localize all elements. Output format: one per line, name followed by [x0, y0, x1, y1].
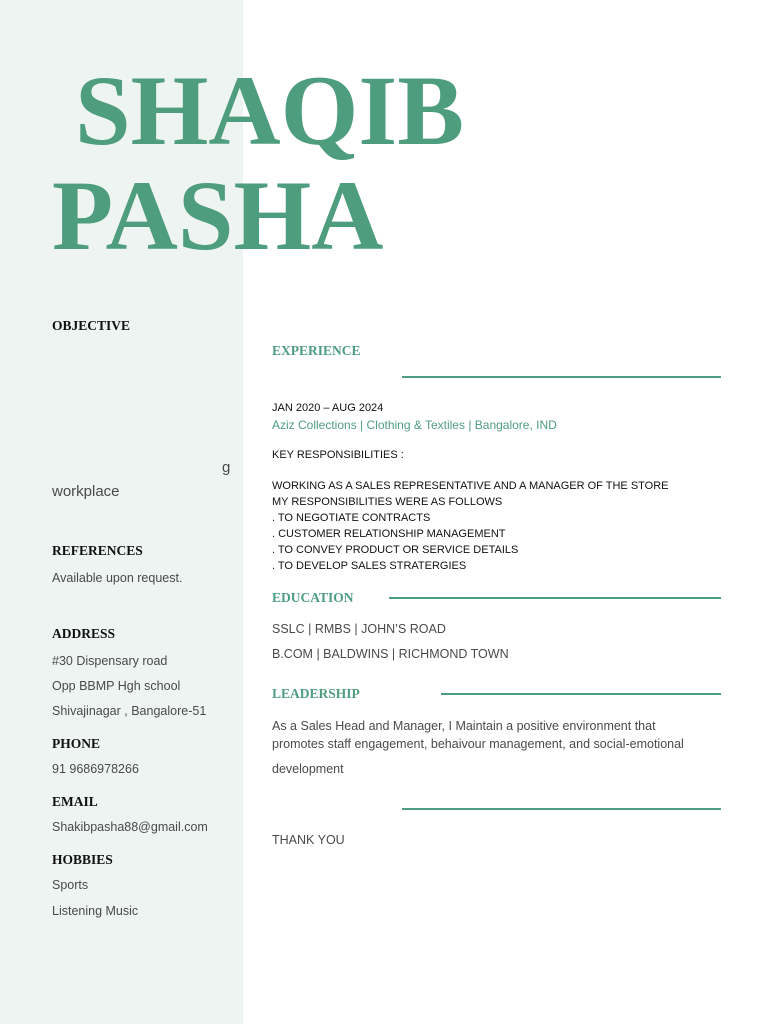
address-line: #30 Dispensary road: [52, 654, 168, 668]
education-divider: [389, 597, 721, 599]
hobby-item: Listening Music: [52, 904, 139, 918]
leadership-line: development: [272, 762, 344, 776]
responsibility-line: . CUSTOMER RELATIONSHIP MANAGEMENT: [272, 528, 506, 540]
leadership-heading: LEADERSHIP: [272, 686, 360, 701]
objective-fragment-text: workplace: [52, 483, 120, 500]
hobby-item: Sports: [52, 878, 89, 892]
address-line: Opp BBMP Hgh school: [52, 679, 181, 693]
email-value: Shakibpasha88@gmail.com: [52, 820, 208, 834]
hobbies-heading: HOBBIES: [52, 852, 113, 867]
objective-fragment-char: g: [222, 459, 231, 476]
email-heading: EMAIL: [52, 794, 98, 809]
leadership-line: As a Sales Head and Manager, I Maintain a positive environment that: [272, 719, 656, 733]
education-item: B.COM | BALDWINS | RICHMOND TOWN: [272, 647, 509, 661]
address-line: Shivajinagar , Bangalore-51: [52, 704, 207, 718]
address-heading: ADDRESS: [52, 626, 116, 641]
closing-text: THANK YOU: [272, 833, 345, 847]
leadership-divider: [441, 693, 721, 695]
phone-value: 91 9686978266: [52, 762, 139, 776]
references-text: Available upon request.: [52, 571, 183, 585]
responsibility-line: . TO CONVEY PRODUCT OR SERVICE DETAILS: [272, 544, 519, 556]
closing-divider: [402, 808, 721, 810]
references-heading: REFERENCES: [52, 543, 143, 558]
education-heading: EDUCATION: [272, 590, 354, 605]
experience-company: Aziz Collections | Clothing & Textiles | Bangalore, IND: [272, 418, 557, 432]
responsibility-line: MY RESPONSIBILITIES WERE AS FOLLOWS: [272, 496, 503, 508]
first-name: SHAQIB: [75, 55, 465, 166]
objective-heading: OBJECTIVE: [52, 318, 131, 333]
leadership-line: promotes staff engagement, behaivour management, and social-emotional: [272, 737, 684, 751]
last-name: PASHA: [52, 160, 384, 271]
education-item: SSLC | RMBS | JOHN’S ROAD: [272, 622, 446, 636]
phone-heading: PHONE: [52, 736, 101, 751]
responsibility-line: . TO DEVELOP SALES STRATERGIES: [272, 560, 467, 572]
responsibility-line: WORKING AS A SALES REPRESENTATIVE AND A MANAGER OF THE STORE: [272, 480, 669, 492]
responsibility-line: . TO NEGOTIATE CONTRACTS: [272, 512, 431, 524]
responsibilities-label: KEY RESPONSIBILITIES :: [272, 449, 404, 461]
experience-divider: [402, 376, 721, 378]
experience-heading: EXPERIENCE: [272, 343, 361, 358]
experience-dates: JAN 2020 – AUG 2024: [272, 402, 384, 414]
